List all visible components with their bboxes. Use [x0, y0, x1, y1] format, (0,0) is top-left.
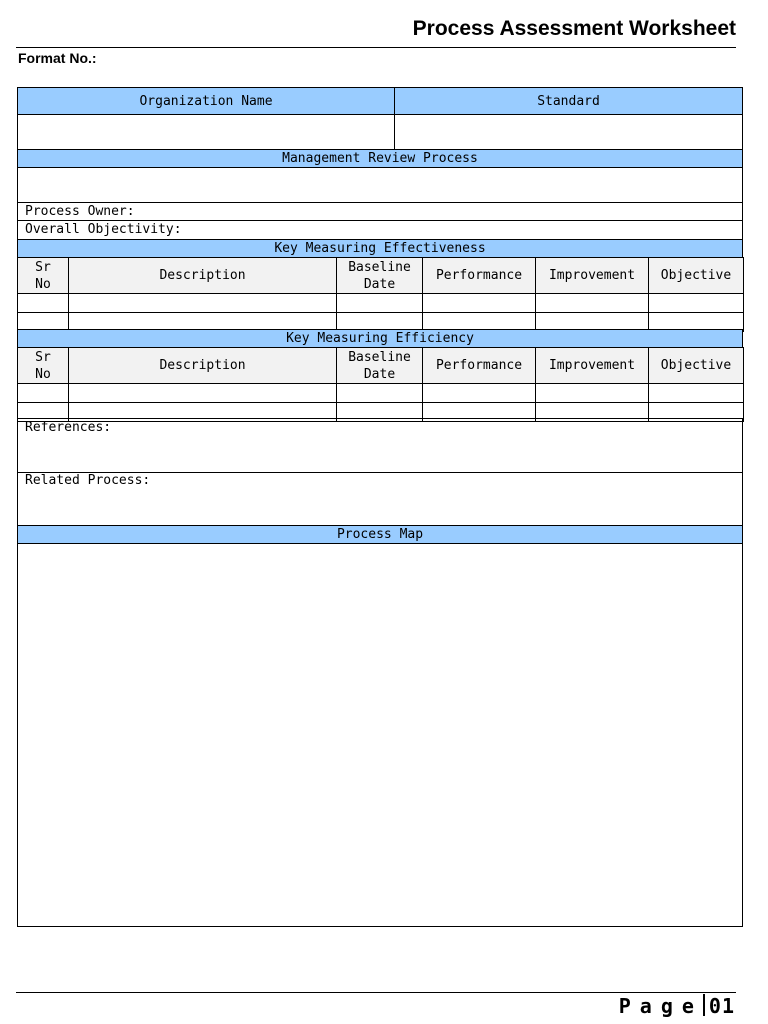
efficiency-table-cell[interactable] [336, 383, 423, 403]
effectiveness-table-cell[interactable] [17, 293, 69, 313]
effectiveness-column-header: Objective [648, 257, 744, 294]
process-map-area[interactable] [17, 543, 743, 927]
efficiency-table-cell[interactable] [68, 383, 337, 403]
effectiveness-column-header: Performance [422, 257, 536, 294]
page-footer [619, 994, 735, 1018]
efficiency-table-cell[interactable] [17, 383, 69, 403]
page-label: Page [618, 994, 703, 1018]
page-separator [703, 994, 705, 1016]
effectiveness-column-header: Baseline Date [336, 257, 423, 294]
effectiveness-table-cell[interactable] [68, 293, 337, 313]
efficiency-column-header: Improvement [535, 347, 649, 384]
process-map-header: Process Map [17, 525, 743, 544]
efficiency-table-cell[interactable] [422, 383, 536, 403]
efficiency-header: Key Measuring Efficiency [17, 329, 743, 348]
effectiveness-column-header: Sr No [17, 257, 69, 294]
effectiveness-table-cell[interactable] [336, 293, 423, 313]
management-review-field[interactable] [17, 167, 743, 203]
organization-name-header: Organization Name [17, 87, 395, 115]
related-process-label: Related Process: [25, 473, 151, 488]
efficiency-table-cell[interactable] [648, 383, 744, 403]
page-number: 01 [708, 994, 735, 1018]
overall-objectivity-label: Overall Objectivity: [25, 222, 182, 237]
efficiency-column-header: Baseline Date [336, 347, 423, 384]
page-title: Process Assessment Worksheet [412, 17, 736, 40]
management-review-header: Management Review Process [17, 149, 743, 168]
efficiency-column-header: Objective [648, 347, 744, 384]
efficiency-column-header: Description [68, 347, 337, 384]
efficiency-column-header: Performance [422, 347, 536, 384]
references-label: References: [25, 420, 112, 435]
format-number-label: Format No.: [18, 50, 97, 66]
effectiveness-table-cell[interactable] [422, 293, 536, 313]
effectiveness-column-header: Improvement [535, 257, 649, 294]
efficiency-table-cell[interactable] [535, 383, 649, 403]
standard-header: Standard [394, 87, 743, 115]
process-owner-label: Process Owner: [25, 204, 135, 219]
footer-divider [16, 992, 736, 993]
effectiveness-table-cell[interactable] [648, 293, 744, 313]
organization-name-field[interactable] [17, 114, 395, 150]
effectiveness-column-header: Description [68, 257, 337, 294]
efficiency-column-header: Sr No [17, 347, 69, 384]
header-divider [16, 47, 736, 48]
effectiveness-table-cell[interactable] [535, 293, 649, 313]
references-field[interactable] [17, 418, 743, 473]
effectiveness-header: Key Measuring Effectiveness [17, 239, 743, 258]
standard-field[interactable] [394, 114, 743, 150]
